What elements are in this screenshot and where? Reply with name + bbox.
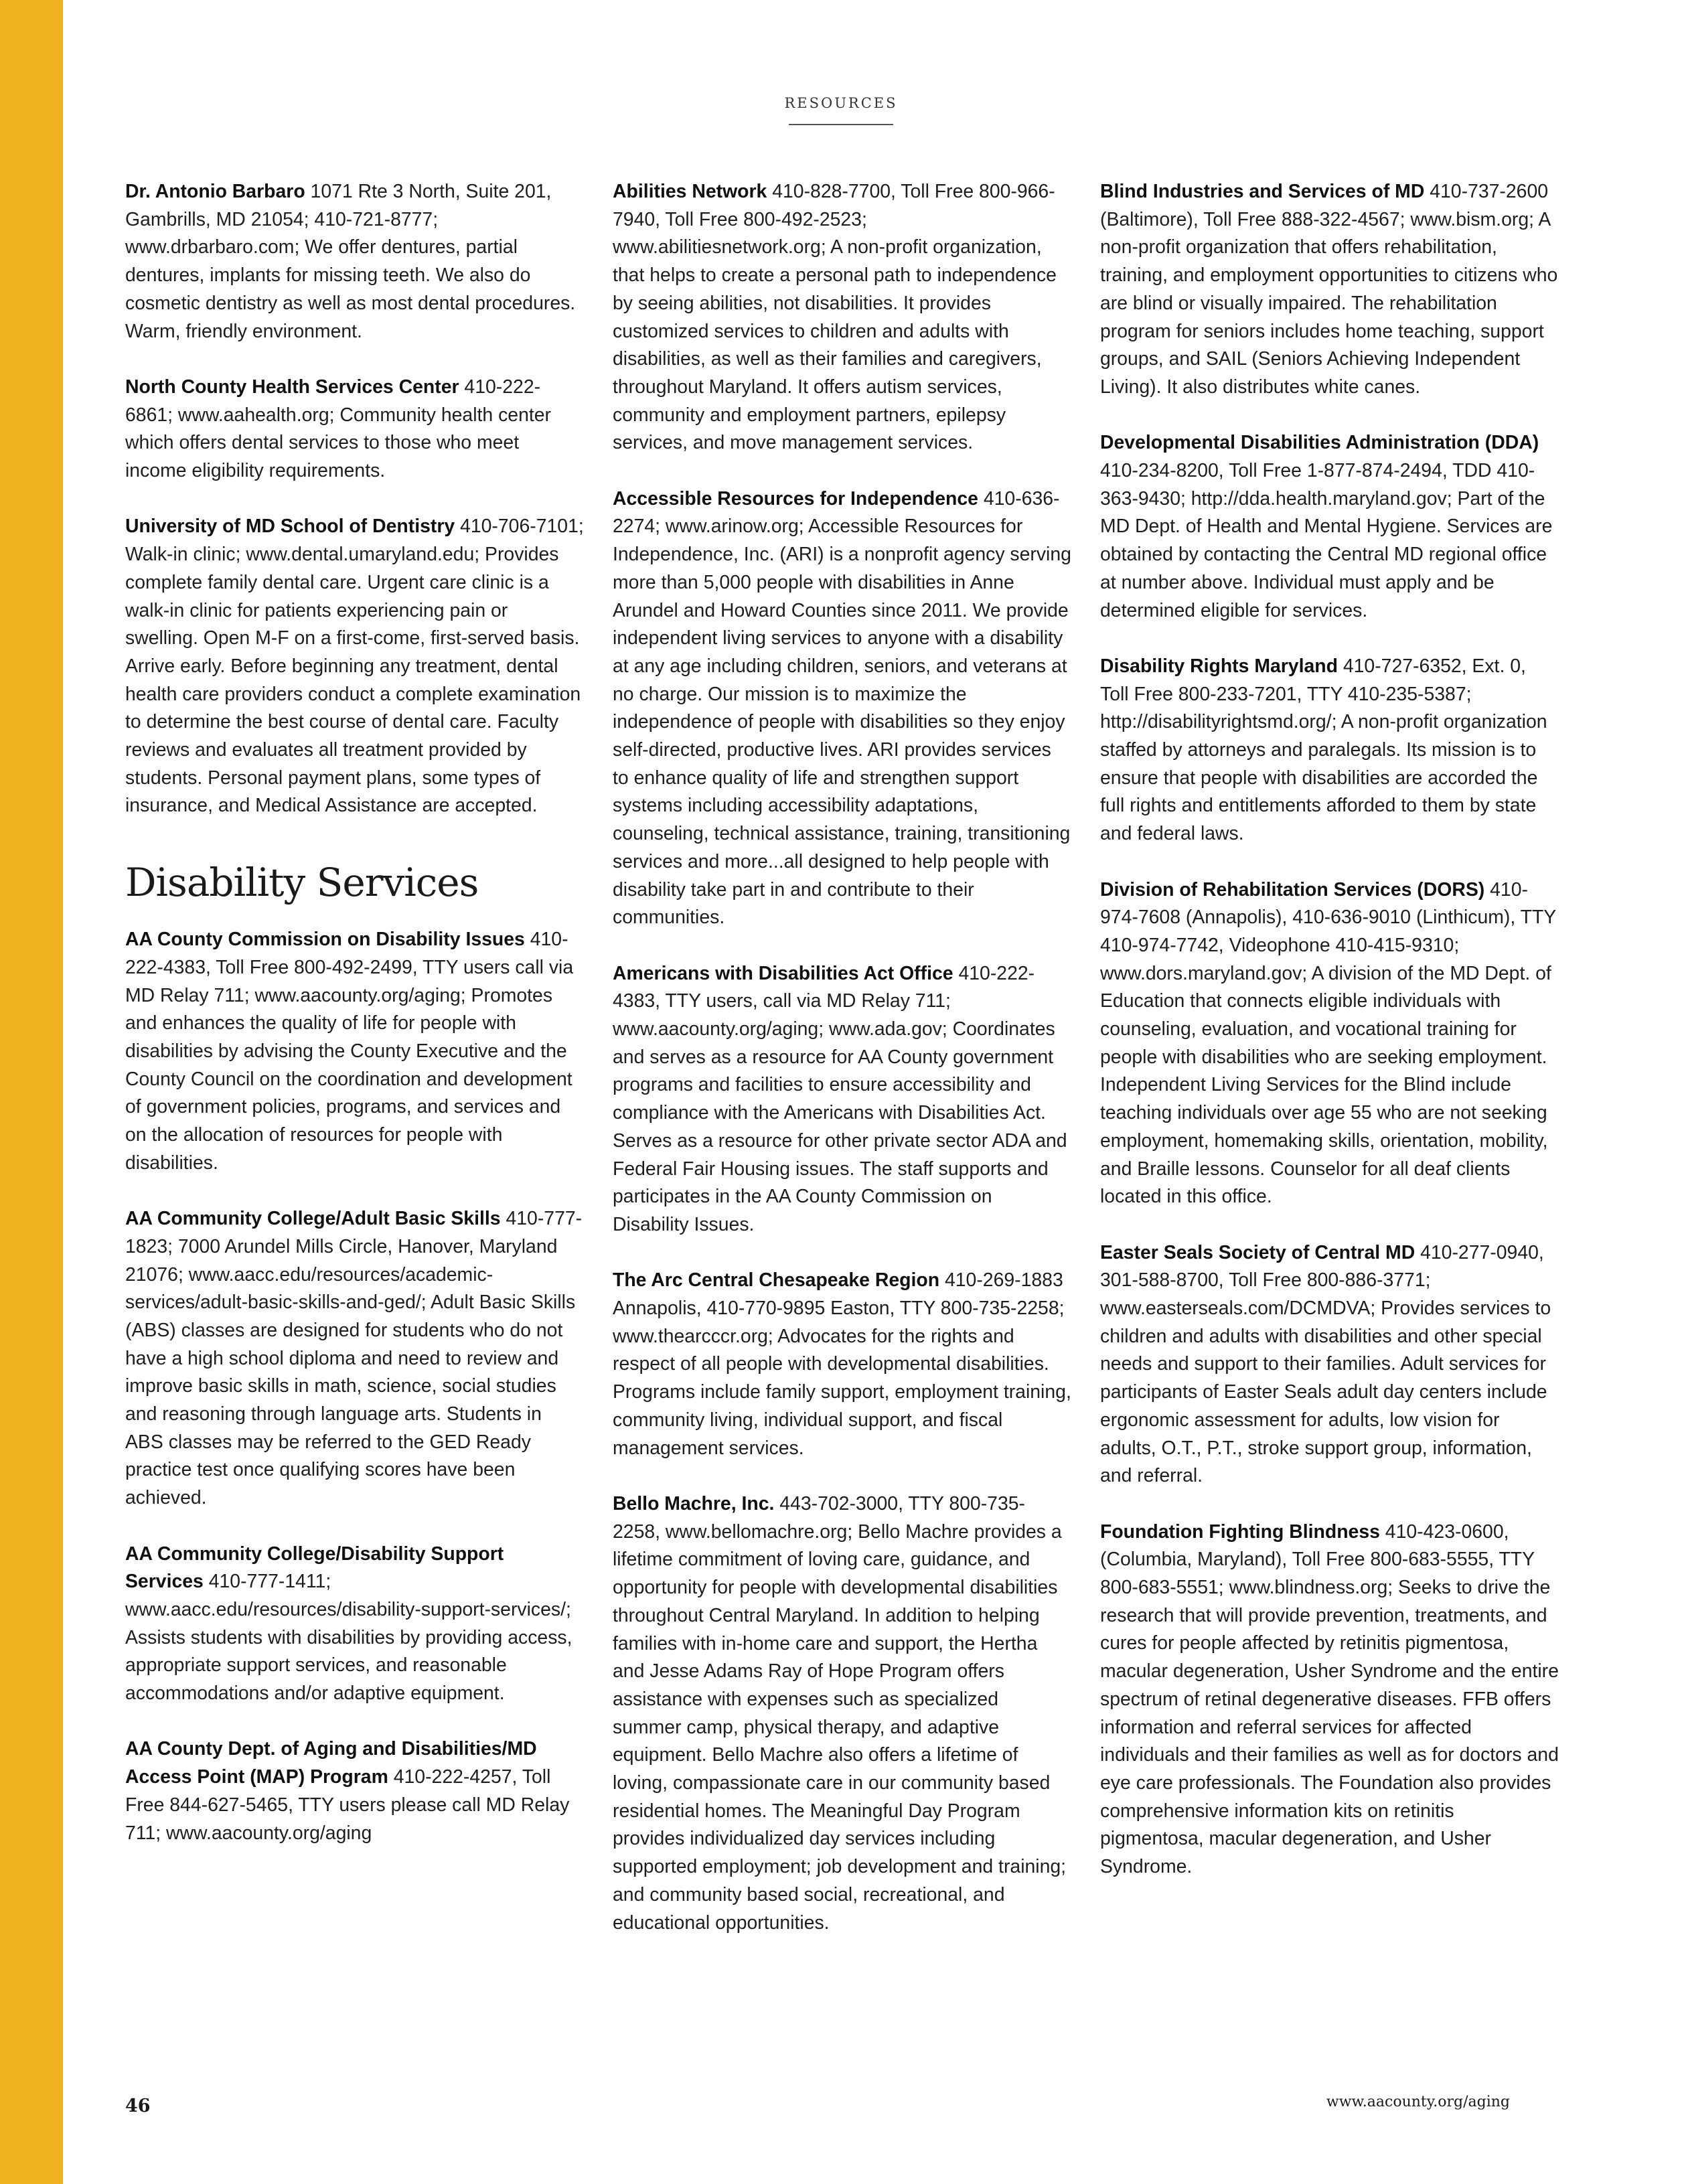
resource-name: North County Health Services Center: [125, 376, 459, 398]
resource-name: University of MD School of Dentistry: [125, 516, 455, 538]
resource-entry: [1100, 876, 1559, 1211]
resource-details: 410-777-1411; www.aacc.edu/resources/disability-support-services/; Assists students with disabilities by providing access, appropriate support services, and reasonable accommodations and/or adaptive equipment.: [125, 1571, 572, 1705]
resource-entry: [125, 1735, 584, 1847]
column-1: [125, 178, 584, 1875]
resource-entry: [1100, 1239, 1559, 1490]
resource-entry: [613, 178, 1071, 457]
resource-details: 410-269-1883 Annapolis, 410-770-9895 Easton, TTY 800-735-2258; www.thearcccr.org; Advocates for the rights and respect of all people with developmental disabilities. Programs include family support, employment training, community living, individual support, and fiscal management services.: [613, 1269, 1071, 1459]
resource-entry: [125, 926, 584, 1177]
resource-details: 410-423-0600, (Columbia, Maryland), Toll Free 800-683-5555, TTY 800-683-5551; www.blindness.org; Seeks to drive the research that will provide prevention, treatments, and cures for people affected by retinitis pigmentosa, macular degeneration, Usher Syndrome and the entire spectrum of retinal degenerative diseases. FFB offers information and referral services for affected individuals and their families as well as for doctors and eye care professionals. The Foundation also provides comprehensive information kits on retinitis pigmentosa, macular degeneration, and Usher Syndrome.: [1100, 1520, 1559, 1878]
page-number: 46: [125, 2096, 151, 2116]
resource-details: 410-222-4383, TTY users, call via MD Relay 711; www.aacounty.org/aging; www.ada.gov; Coordinates and serves as a resource for AA County government programs and facilities to ensure accessibility and compliance with the Americans with Disabilities Act. Serves as a resource for other private sector ADA and Federal Fair Housing issues. The staff supports and participates in the AA County Commission on Disability Issues.: [613, 962, 1067, 1235]
resource-name: Abilities Network: [613, 181, 767, 202]
resource-entry: [125, 178, 584, 345]
resource-name: AA Community College/Adult Basic Skills: [125, 1208, 501, 1230]
resource-name: Bello Machre, Inc.: [613, 1492, 775, 1514]
section-title: Disability Services: [125, 860, 479, 906]
header-rule: [789, 124, 893, 125]
resource-entry: [613, 1490, 1071, 1937]
resource-name: Division of Rehabilitation Services (DORS): [1100, 878, 1485, 901]
resource-details: 410-828-7700, Toll Free 800-966-7940, Toll Free 800-492-2523; www.abilitiesnetwork.org; A non-profit organization, that helps to create a personal path to independence by seeing abilities, not disabilities. It provides customized services to children and adults with disabilities, as well as their families and caregivers, throughout Maryland. It offers autism services, community and employment partners, epilepsy services, and move management services.: [613, 181, 1057, 454]
resource-entry: [613, 1267, 1071, 1462]
resource-entry: [613, 485, 1071, 932]
section-header: RESOURCES: [784, 95, 898, 111]
resource-name: Blind Industries and Services of MD: [1100, 181, 1425, 202]
resource-details: 410-706-7101; Walk-in clinic; www.dental.umaryland.edu; Provides complete family dental care. Urgent care clinic is a walk-in clinic for patients experiencing pain or swelling. Open M-F on a first-come, first-served basis. Arrive early. Before beginning any treatment, dental health care providers conduct a complete examination to determine the best course of dental care. Faculty reviews and evaluates all treatment provided by students. Personal payment plans, some types of insurance, and Medical Assistance are accepted.: [125, 516, 584, 817]
resource-details: 410-636-2274; www.arinow.org; Accessible Resources for Independence, Inc. (ARI) is a nonprofit agency serving more than 5,000 people with disabilities in Anne Arundel and Howard Counties since 2011. We provide independent living services to anyone with a disability at any age including children, seniors, and veterans at no charge. Our mission is to maximize the independence of people with disabilities so they enjoy self-directed, productive lives. ARI provides services to enhance quality of life and strengthen support systems including accessibility adaptations, counseling, technical assistance, training, transitioning services and more...all designed to help people with disability take part in and contribute to their communities.: [613, 487, 1071, 929]
resource-details: 410-222-6861; www.aahealth.org; Community health center which offers dental services to those who meet income eligibility requirements.: [125, 376, 551, 482]
column-3: [1100, 178, 1559, 1909]
resource-name: Foundation Fighting Blindness: [1100, 1520, 1380, 1543]
gold-side-bar: [0, 0, 63, 2184]
resource-name: The Arc Central Chesapeake Region: [613, 1269, 940, 1292]
resource-details: 410-777-1823; 7000 Arundel Mills Circle, Hanover, Maryland 21076; www.aacc.edu/resources/academic-services/adult-basic-skills-and-ged/; Adult Basic Skills (ABS) classes are designed for students who do not have a high school diploma and need to review and improve basic skills in math, science, social studies and reasoning through language arts. Students in ABS classes may be referred to the GED Ready practice test once qualifying scores have been achieved.: [125, 1208, 583, 1509]
resource-entry: [1100, 653, 1559, 848]
resource-entry: [1100, 1518, 1559, 1881]
resource-entry: [125, 513, 584, 820]
resource-details: 410-727-6352, Ext. 0, Toll Free 800-233-7201, TTY 410-235-5387; http://disabilityrightsmd.org/; A non-profit organization staffed by attorneys and paralegals. Its mission is to ensure that people with disabilities are accorded the full rights and entitlements afforded to them by state and federal laws.: [1100, 655, 1547, 845]
resource-name: Dr. Antonio Barbaro: [125, 181, 305, 202]
resource-details: 1071 Rte 3 North, Suite 201, Gambrills, MD 21054; 410-721-8777; www.drbarbaro.com; We offer dentures, partial dentures, implants for missing teeth. We also do cosmetic dentistry as well as most dental procedures. Warm, friendly environment.: [125, 181, 576, 342]
resource-details: 410-974-7608 (Annapolis), 410-636-9010 (Linthicum), TTY 410-974-7742, Videophone 410-415-9310; www.dors.maryland.gov; A division of the MD Dept. of Education that connects eligible individuals with counseling, evaluation, and vocational training for people with disabilities who are seeking employment. Independent Living Services for the Blind include teaching individuals over age 55 who are not seeking employment, homemaking skills, orientation, mobility, and Braille lessons. Counselor for all deaf clients located in this office.: [1100, 878, 1556, 1208]
resource-details: 410-737-2600 (Baltimore), Toll Free 888-322-4567; www.bism.org; A non-profit organization that offers rehabilitation, training, and employment opportunities to citizens who are blind or visually impaired. The rehabilitation program for seniors includes home teaching, support groups, and SAIL (Seniors Achieving Independent Living). It also distributes white canes.: [1100, 181, 1558, 398]
resource-name: Americans with Disabilities Act Office: [613, 962, 953, 984]
resource-entry: [613, 960, 1071, 1239]
resource-entry: [125, 1541, 584, 1708]
resource-name: AA County Dept. of Aging and Disabilities/MD Access Point (MAP) Program: [125, 1738, 537, 1788]
resource-details: 410-222-4257, Toll Free 844-627-5465, TTY users please call MD Relay 711; www.aacounty.org/aging: [125, 1766, 570, 1844]
resource-name: Easter Seals Society of Central MD: [1100, 1241, 1416, 1263]
resource-details: 410-277-0940, 301-588-8700, Toll Free 800-886-3771; www.easterseals.com/DCMDVA; Provides services to children and adults with disabilities and other special needs and support to their families. Adult services for participants of Easter Seals adult day centers include ergonomic assessment for adults, low vision for adults, O.T., P.T., stroke support group, information, and referral.: [1100, 1241, 1551, 1487]
resource-details: 410-234-8200, Toll Free 1-877-874-2494, TDD 410-363-9430; http://dda.health.maryland.gov; Part of the MD Dept. of Health and Mental Hygiene. Services are obtained by contacting the Central MD regional office at number above. Individual must apply and be determined eligible for services.: [1100, 460, 1553, 621]
footer-url: www.aacounty.org/aging: [1326, 2094, 1510, 2110]
resource-entry: [125, 374, 584, 485]
resource-name: AA Community College/Disability Support Services: [125, 1543, 504, 1593]
resource-entry: [125, 1205, 584, 1512]
resource-entry: [1100, 429, 1559, 625]
resource-entry: [1100, 178, 1559, 402]
resource-details: 410-222-4383, Toll Free 800-492-2499, TTY users call via MD Relay 711; www.aacounty.org/aging; Promotes and enhances the quality of life for people with disabilities by advising the County Executive and the County Council on the coordination and development of government policies, programs, and services and on the allocation of resources for people with disabilities.: [125, 929, 574, 1174]
resource-name: Disability Rights Maryland: [1100, 655, 1338, 677]
resource-name: Accessible Resources for Independence: [613, 487, 978, 510]
resource-details: 443-702-3000, TTY 800-735-2258, www.bellomachre.org; Bello Machre provides a lifetime commitment of loving care, guidance, and opportunity for people with developmental disabilities throughout Central Maryland. In addition to helping families with in-home care and support, the Hertha and Jesse Adams Ray of Hope Program offers assistance with expenses such as specialized summer camp, physical therapy, and adaptive equipment. Bello Machre also offers a lifetime of loving, compassionate care in our community based residential homes. The Meaningful Day Program provides individualized day services including supported employment; job development and training; and community based social, recreational, and educational opportunities.: [613, 1492, 1067, 1934]
column-2: [613, 178, 1071, 1965]
resource-name: Developmental Disabilities Administration (DDA): [1100, 432, 1539, 454]
resource-name: AA County Commission on Disability Issues: [125, 929, 525, 951]
